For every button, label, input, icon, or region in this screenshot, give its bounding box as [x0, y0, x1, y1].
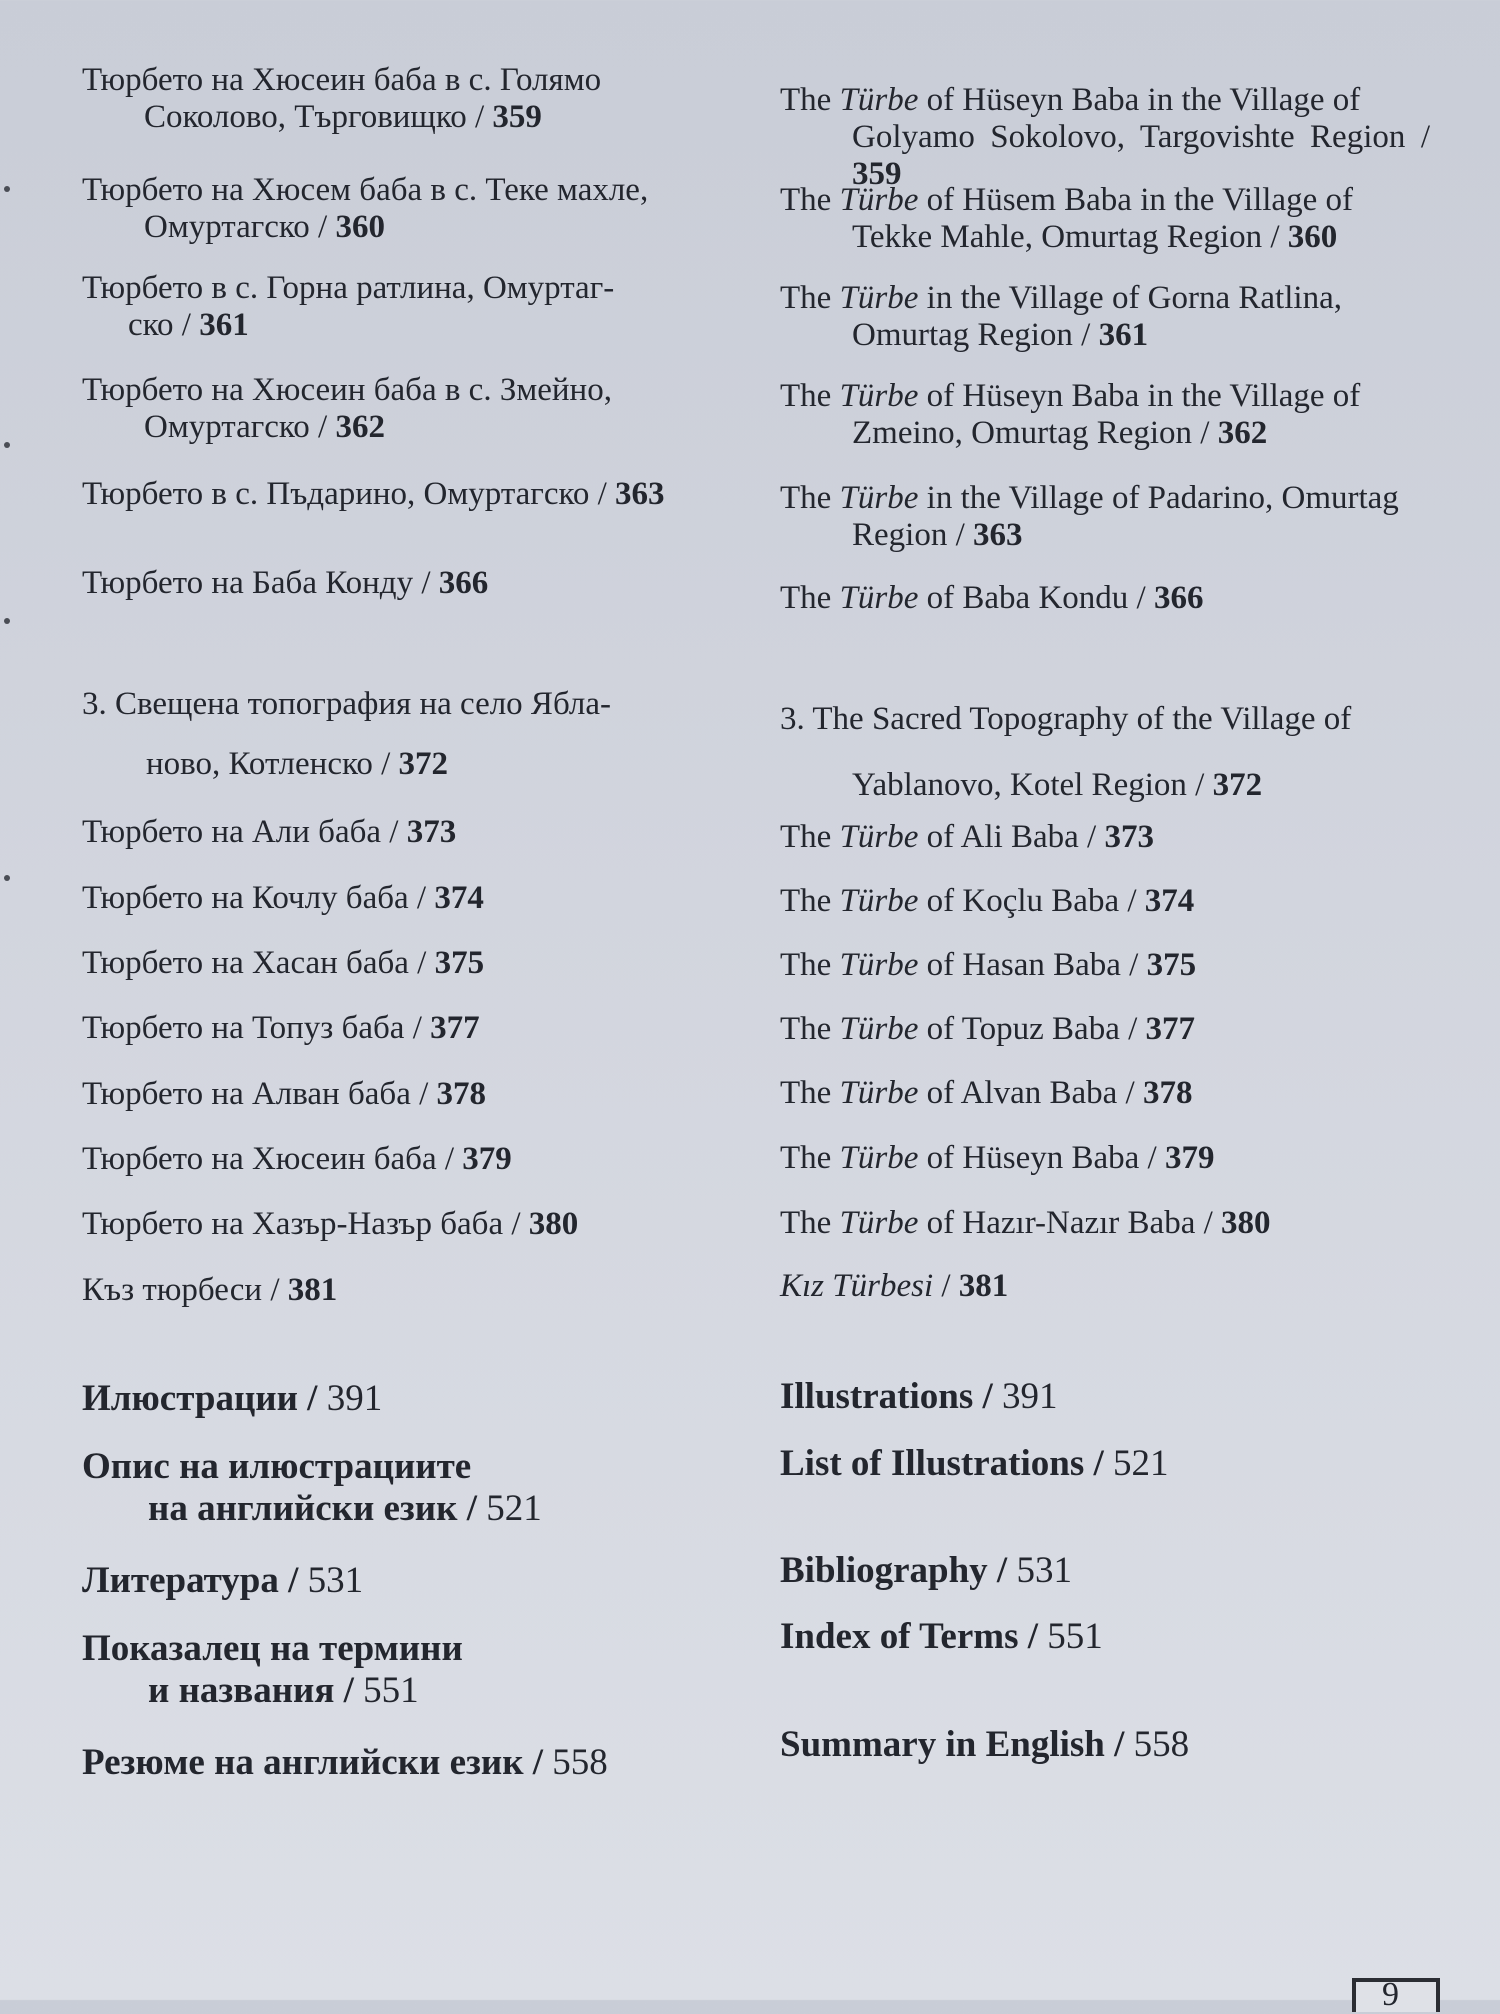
edge-mark — [4, 875, 10, 881]
toc-heading: Illustrations / 391 — [780, 1376, 1058, 1417]
edge-mark — [4, 442, 10, 448]
page-ref: 380 — [528, 1206, 579, 1242]
toc-entry: The Türbe of Hüseyn Baba in the Village of Zmeino, Omurtag Region / 362 — [780, 378, 1361, 451]
toc-entry: Тюрбето на Хасан баба / 375 — [82, 945, 485, 981]
page-ref: 391 — [1002, 1376, 1058, 1417]
toc-entry: Kız Türbesi / 381 — [780, 1268, 1009, 1304]
toc-heading: Резюме на английски език / 558 — [82, 1742, 608, 1783]
page-ref: 551 — [363, 1670, 419, 1711]
page-ref: 362 — [1217, 415, 1268, 451]
toc-heading: Литература / 531 — [82, 1560, 364, 1601]
page-ref: 366 — [438, 565, 489, 601]
toc-entry: The Türbe of Hüseyn Baba in the Village of Golyamo Sokolovo, Targovishte Region / 359 — [780, 82, 1430, 192]
page-ref: 373 — [406, 814, 457, 850]
page-ref: 558 — [552, 1742, 608, 1783]
page-ref: 366 — [1153, 580, 1204, 616]
toc-entry: Тюрбето на Хазър-Назър баба / 380 — [82, 1206, 579, 1242]
page-ref: 374 — [434, 880, 484, 916]
toc-entry: Къз тюрбеси / 381 — [82, 1272, 338, 1308]
toc-heading: Summary in English / 558 — [780, 1724, 1190, 1765]
toc-heading: Bibliography / 531 — [780, 1550, 1072, 1591]
page-ref: 558 — [1133, 1724, 1190, 1765]
page-ref: 362 — [335, 409, 385, 445]
page-ref: 551 — [1047, 1616, 1103, 1657]
toc-entry: Тюрбето на Алван баба / 378 — [82, 1076, 487, 1112]
page-ref: 363 — [973, 517, 1023, 553]
toc-heading: Илюстрации / 391 — [82, 1378, 383, 1419]
toc-entry: Тюрбето на Баба Конду / 366 — [82, 565, 489, 601]
toc-heading: List of Illustrations / 521 — [780, 1443, 1169, 1484]
page-ref: 521 — [1113, 1443, 1169, 1484]
toc-entry: The Türbe in the Village of Padarino, Omurtag Region / 363 — [780, 480, 1399, 553]
page-ref: 372 — [398, 746, 448, 782]
toc-entry: Тюрбето на Али баба / 373 — [82, 814, 457, 850]
toc-entry: The Türbe of Ali Baba / 373 — [780, 819, 1154, 855]
page-ref: 375 — [1146, 947, 1197, 983]
toc-entry: Тюрбето на Хюсеин баба / 379 — [82, 1141, 512, 1177]
edge-mark — [4, 186, 10, 192]
toc-entry: Тюрбето в с. Горна ратлина, Омуртаг- ско / 361 — [82, 270, 615, 343]
page-ref: 375 — [434, 945, 485, 981]
page-ref: 359 — [852, 156, 902, 192]
page-ref: 360 — [335, 209, 385, 245]
page-ref: 359 — [492, 99, 542, 135]
toc-entry: The Türbe in the Village of Gorna Ratlina, Omurtag Region / 361 — [780, 280, 1342, 353]
toc-column-bulgarian — [82, 0, 742, 2000]
page-ref: 378 — [1142, 1075, 1193, 1111]
page-ref: 381 — [287, 1272, 338, 1308]
page-ref: 521 — [486, 1488, 542, 1529]
toc-entry: The Türbe of Baba Kondu / 366 — [780, 580, 1204, 616]
page-ref: 360 — [1287, 219, 1338, 255]
page-ref: 380 — [1221, 1205, 1271, 1241]
page-ref: 381 — [958, 1268, 1009, 1304]
toc-entry: The Türbe of Hüseyn Baba / 379 — [780, 1140, 1215, 1176]
toc-entry: The Türbe of Hasan Baba / 375 — [780, 947, 1197, 983]
page-ref: 374 — [1144, 883, 1195, 919]
toc-entry: Тюрбето на Кочлу баба / 374 — [82, 880, 484, 916]
page-number: 9 — [1382, 1976, 1399, 2013]
toc-entry: Тюрбето на Топуз баба / 377 — [82, 1010, 480, 1046]
toc-entry: The Türbe of Hazır-Nazır Baba / 380 — [780, 1205, 1271, 1241]
toc-column-english — [780, 0, 1430, 2000]
toc-entry: The Türbe of Koçlu Baba / 374 — [780, 883, 1195, 919]
page-ref: 379 — [462, 1141, 512, 1177]
page-ref: 531 — [307, 1560, 364, 1601]
toc-entry: Тюрбето на Хюсеин баба в с. Змейно, Омуртагско / 362 — [82, 372, 612, 445]
page-ref: 377 — [1145, 1011, 1196, 1047]
toc-entry: The Türbe of Alvan Baba / 378 — [780, 1075, 1193, 1111]
toc-entry: Тюрбето на Хюсем баба в с. Теке махле, Омуртагско / 360 — [82, 172, 649, 245]
toc-heading: Показалец на термини и названия / 551 — [82, 1628, 463, 1711]
page-ref: 531 — [1016, 1550, 1072, 1591]
page-ref: 378 — [436, 1076, 487, 1112]
toc-entry: The Türbe of Topuz Baba / 377 — [780, 1011, 1196, 1047]
toc-section-entry: 3. The Sacred Topography of the Village of Yablanovo, Kotel Region / 372 — [780, 701, 1352, 803]
toc-entry: Тюрбето на Хюсеин баба в с. Голямо Соколово, Търговищко / 359 — [82, 62, 602, 135]
page-ref: 372 — [1212, 767, 1263, 803]
toc-heading: Index of Terms / 551 — [780, 1616, 1103, 1657]
page-ref: 379 — [1164, 1140, 1215, 1176]
page-ref: 363 — [615, 476, 665, 512]
page-ref: 373 — [1104, 819, 1154, 855]
page-number-box — [1352, 1978, 1440, 2012]
toc-entry: The Türbe of Hüsem Baba in the Village of Tekke Mahle, Omurtag Region / 360 — [780, 182, 1353, 255]
page-ref: 361 — [199, 307, 249, 343]
page-ref: 361 — [1098, 317, 1149, 353]
page-ref: 377 — [430, 1010, 480, 1046]
page-ref: 391 — [326, 1378, 383, 1419]
toc-section-entry: 3. Свещена топография на село Ябла- ново, Котленско / 372 — [82, 686, 612, 782]
edge-mark — [4, 618, 10, 624]
toc-entry: Тюрбето в с. Пъдарино, Омуртагско / 363 — [82, 476, 665, 512]
toc-heading: Опис на илюстрациите на английски език / 521 — [82, 1446, 542, 1529]
